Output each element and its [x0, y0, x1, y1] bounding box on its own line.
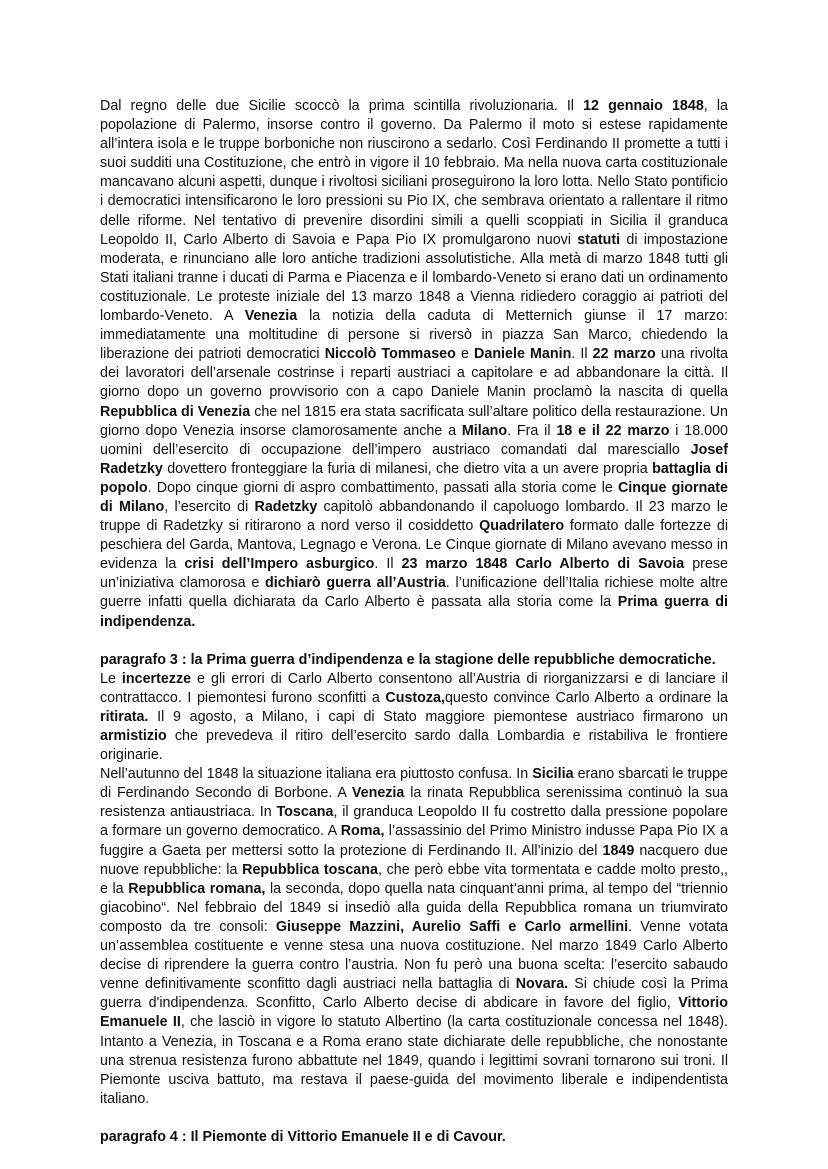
bold-term: Giuseppe Mazzini, Aurelio Saffi e Carlo armellini	[275, 918, 629, 935]
paragraph-gap	[100, 632, 728, 651]
bold-term: Repubblica toscana	[242, 861, 378, 878]
bold-term: Niccolò Tommaseo	[324, 346, 456, 363]
text-run: Dal regno delle due Sicilie scoccò la prima scintilla rivoluzionaria. Il	[100, 98, 584, 114]
text-run: la notizia della caduta di Metternich giunse il 17 marzo: immediatamente una moltitudine di persone si riversò in piazza San Marco, chiedendo la liberazione dei patrioti democratici	[100, 308, 728, 363]
text-run: dovettero fronteggiare la furia di milanesi, che dietro vita a un avere propria	[162, 460, 653, 477]
bold-term: statuti	[577, 231, 621, 248]
bold-term: Quadrilatero	[479, 518, 565, 535]
section-heading-paragrafo-4: paragrafo 4 : Il Piemonte di Vittorio Emanuele II e di Cavour.	[100, 1128, 506, 1145]
bold-term: Radetzky	[254, 498, 318, 515]
bold-term: incertezze	[121, 670, 192, 687]
text-run: formato dalle fortezze di peschiera del Garda, Mantova, Legnago e Verona. Le Cinque giornate di Milano avevano messo in evidenza la	[100, 518, 729, 573]
bold-term: Prima guerra di indipendenza.	[100, 594, 728, 630]
text-run: l’assassinio del Primo Ministro indusse Papa Pio IX a fuggire a Gaeta per mettersi sotto la protezione di Ferdinando II. All’inizio del	[100, 823, 728, 859]
bold-term: dichiarò guerra all’Austria	[265, 575, 446, 592]
text-run: . Il	[374, 556, 402, 573]
bold-term: Sicilia	[532, 766, 574, 783]
bold-term: 12 gennaio 1848	[583, 98, 704, 114]
text-run: , il granduca Leopoldo II fu costretto dalla pressione popolare a formare un governo democratico. A	[100, 804, 728, 840]
bold-term: Toscana	[276, 804, 334, 821]
text-run: . Dopo cinque giorni di aspro combattimento, passati alla storia come le	[147, 479, 618, 496]
text-run: . l’unificazione dell’Italia richiese molte altre guerre infatti quella dichiarata da Carlo Alberto è passata alla storia come la	[100, 575, 728, 611]
text-run: di impostazione moderata, e rinunciano alle loro antiche tradizioni assolutistiche. Alla metà di marzo 1848 tutti gli Stati italiani tranne i ducati di Parma e Piacenza e il lombardo-Veneto si erano dati un ordinamento costituzionale. Le proteste iniziale del 13 marzo 1848 a Vienna ridiedero coraggio ai patrioti del lombardo-Veneto. A	[100, 231, 728, 325]
text-run: . Il	[571, 346, 593, 363]
text-run: e gli errori di Carlo Alberto consentono all’Austria di riorganizzarsi e di lanciare il contrattacco. I piemontesi furono sconfitti a	[100, 670, 728, 706]
text-run: nacquero due nuove repubbliche: la	[100, 842, 729, 878]
bold-term: battaglia di popolo	[100, 460, 728, 496]
text-run: . Venne votata un’assemblea costituente e venne stesa una nuova costituzione. Nel marzo 1849 Carlo Alberto decise di riprendere la guerra contro l’austria. Non fu però una buona scelta: l’esercito sabaudo venne definitivamente sconfitto dagli austriaci nella battaglia di	[100, 918, 728, 993]
bold-term: Josef Radetzky	[100, 441, 728, 477]
paragraph-1848-revolutions	[100, 97, 728, 632]
bold-term: ritirata.	[100, 708, 149, 725]
text-run: capitolò abbandonando il capoluogo lombardo. Il 23 marzo le truppe di Radetzky si ritirarono a nord verso il cosiddetto	[100, 498, 729, 535]
text-run: questo convince Carlo Alberto a ordinare la	[444, 689, 728, 706]
bold-term: Daniele Manin	[474, 346, 572, 363]
paragraph-republics	[100, 765, 728, 1109]
bold-term: Repubblica di Venezia	[100, 403, 251, 420]
text-run: la seconda, dopo quella nata cinquant’anni prima, al tempo del “triennio giacobino“. Nel febbraio del 1849 si insediò alla guida della Repubblica romana un triumvirato composto da tre consoli:	[100, 880, 728, 935]
bold-term: Milano	[461, 422, 508, 439]
text-run: , la popolazione di Palermo, insorse contro il governo. Da Palermo il moto si estese rapidamente all’intera isola e le truppe borboniche non riuscirono a sedarlo. Così Ferdinando II promette a tutti i suoi sudditi una Costituzione, che entrò in vigore il 10 febbraio. Ma nella nuova carta costituzionale mancavano alcuni aspetti, dunque i rivoltosi siciliani proseguirono la loro lotta. Nello Stato pontificio i democratici intensificarono le loro pressioni su Pio IX, che sembrava orientato a rallentare il ritmo delle riforme. Nel tentativo di prevenire disordini simili a quelli scoppiati in Sicilia il granduca Leopoldo II, Carlo Alberto di Savoia e Papa Pio IX promulgarono nuovi	[100, 98, 728, 248]
text-run: che prevedeva il ritiro dell’esercito sardo dalla Lombardia e ristabiliva le frontiere originarie.	[100, 728, 728, 764]
bold-term: Custoza,	[385, 689, 445, 706]
text-run: , che però ebbe vita tormentata e cadde molto presto,, e la	[100, 861, 729, 897]
bold-term: Vittorio Emanuele II	[100, 995, 728, 1031]
document-page	[100, 97, 728, 1147]
text-run: che nel 1815 era stata sacrificata sull’altare politico della restaurazione. Un giorno dopo Venezia insorse clamorosamente anche a	[100, 403, 728, 439]
text-run: Si chiude così la Prima guerra d'indipendenza. Sconfitto, Carlo Alberto decise di abdicare in favore del figlio,	[100, 976, 728, 1012]
bold-term: 1849	[602, 842, 635, 859]
text-run: Le	[100, 670, 122, 687]
text-run: una rivolta dei lavoratori dell’arsenale costrinse i reparti austriaci a capitolare e ad abbandonare la città. Il giorno dopo un governo provvisorio con a capo Daniele Manin proclamò la nascita di quella	[100, 346, 728, 401]
text-run: Il 9 agosto, a Milano, i capi di Stato maggiore piemontese austriaco firmarono un	[148, 708, 728, 725]
bold-term: 18 e il 22 marzo	[556, 422, 670, 439]
bold-term: Repubblica romana,	[128, 880, 266, 897]
bold-term: 23 marzo 1848 Carlo Alberto di Savoia	[401, 556, 685, 573]
text-run: , l’esercito di	[164, 498, 255, 515]
section-heading-paragrafo-3: paragrafo 3 : la Prima guerra d’indipendenza e la stagione delle repubbliche democratiche.	[100, 651, 716, 668]
bold-term: crisi dell’Impero asburgico	[184, 556, 375, 573]
text-run: i 18.000 uomini dell’esercito di occupazione dell’impero austriaco comandati dal maresciallo	[100, 422, 728, 458]
bold-term: Venezia	[244, 308, 298, 325]
text-run: la rinata Repubblica serenissima continuò la sua resistenza antiaustriaca. In	[100, 785, 729, 821]
paragraph-first-war	[100, 670, 728, 765]
text-run: e	[455, 346, 475, 363]
bold-term: Cinque giornate di Milano	[100, 479, 728, 515]
bold-term: Novara.	[515, 976, 569, 993]
bold-term: Roma,	[340, 823, 385, 840]
paragraph-gap	[100, 1109, 728, 1128]
text-run: erano sbarcati le truppe di Ferdinando Secondo di Borbone. A	[100, 766, 728, 802]
text-run: . Fra il	[507, 422, 557, 439]
bold-term: 22 marzo	[592, 346, 656, 363]
text-run: prese un’iniziativa clamorosa e	[100, 556, 728, 592]
text-run: Nell’autunno del 1848 la situazione italiana era piuttosto confusa. In	[100, 766, 533, 783]
bold-term: armistizio	[100, 728, 167, 744]
text-run: , che lasciò in vigore lo statuto Albertino (la carta costituzionale concessa nel 1848). Intanto a Venezia, in Toscana e a Roma erano state dichiarate delle repubbliche, che nonostante una strenua resistenza furono abbattute nel 1849, quando i legittimi sovrani tornarono sui troni. Il Piemonte usciva battuto, ma restava il paese-guida del movimento liberale e indipendentista italiano.	[100, 1014, 728, 1107]
bold-term: Venezia	[351, 785, 405, 802]
